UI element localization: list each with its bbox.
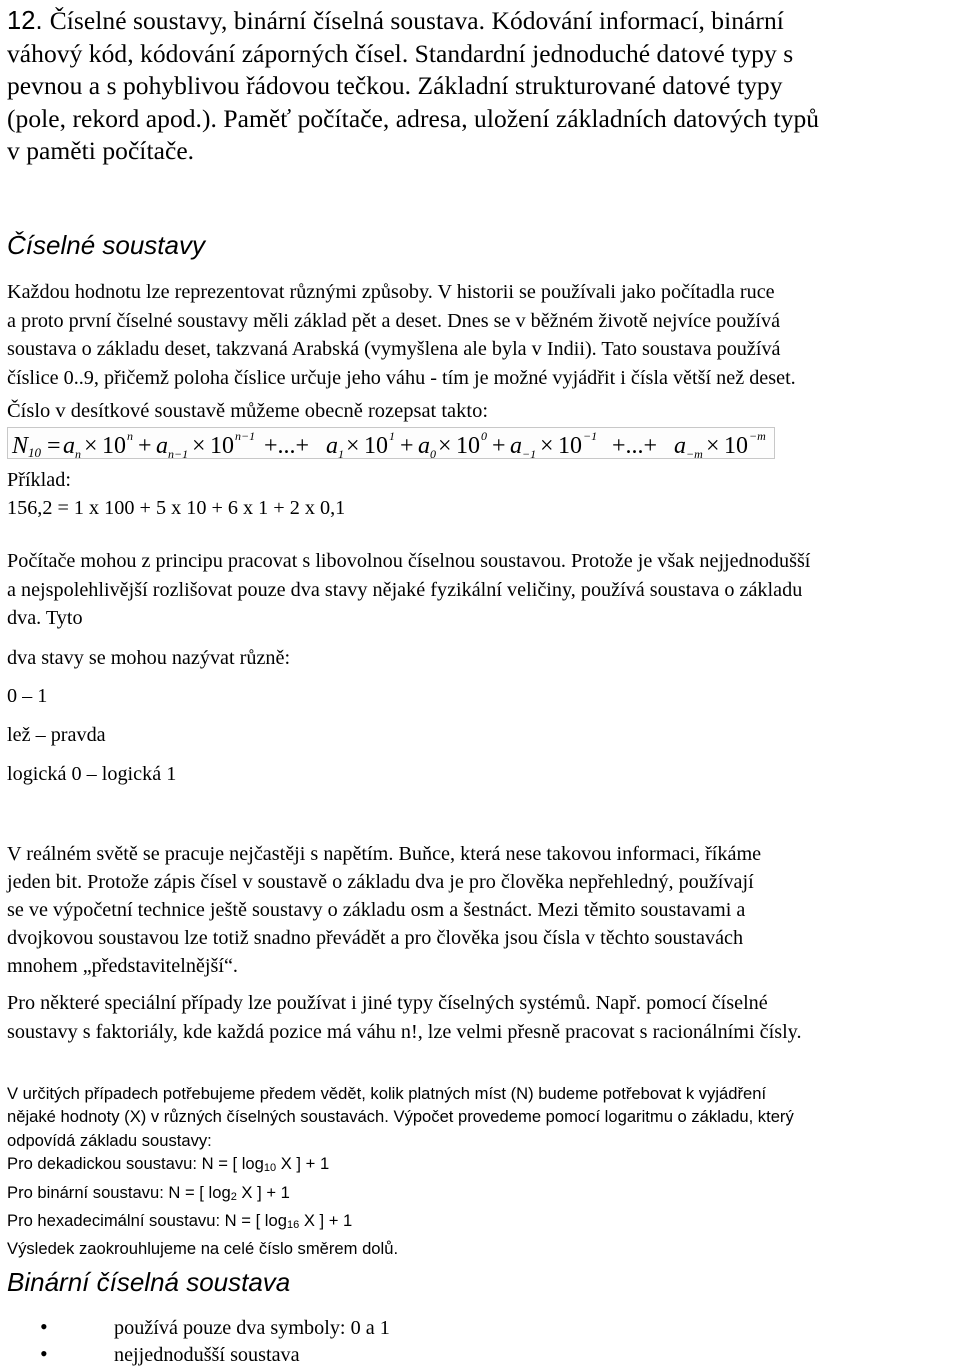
text-line: jeden bit. Protože zápis čísel v soustavě o základu dva je pro člověka nepřehledný, používají [7, 871, 754, 893]
formula-ten: 10 [724, 433, 748, 459]
formula-times: × [540, 433, 554, 459]
formula-plus: + [492, 433, 506, 459]
text-line: Pro některé speciální případy lze používat i jiné typy číselných systémů. Např. pomocí číselné [7, 992, 768, 1014]
formula-coef-sub: n [75, 447, 81, 460]
example-label: Příklad: [7, 469, 71, 491]
text-line: Každou hodnotu lze reprezentovat různými způsoby. V historii se používali jako počítadla ruce [7, 281, 775, 303]
formula-coef: a [418, 433, 430, 459]
formula-times: × [346, 433, 360, 459]
formula-times: × [192, 433, 206, 459]
bullet-icon: • [40, 1314, 48, 1339]
formula-coef: a [674, 433, 686, 459]
formula-coef-sub: 1 [338, 447, 344, 460]
text-line: nějaké hodnoty (X) v různých číselných soustavách. Výpočet provedeme pomocí logaritmu o základu, který [7, 1107, 794, 1127]
states-intro: dva stavy se mohou nazývat různě: [7, 647, 291, 669]
formula-exp: −1 [583, 429, 598, 443]
state-item: lež – pravda [7, 724, 106, 746]
logarithm-paragraph [7, 1082, 794, 1261]
formula-coef: a [156, 433, 168, 459]
text-line: se ve výpočetní technice ještě soustavy o základu osm a šestnáct. Mezi těmito soustavami a [7, 899, 746, 921]
text-line: soustavy s faktoriály, kde každá pozice má váhu n!, lze velmi přesně pracovat s racionálními čísly. [7, 1020, 802, 1043]
text-line: dvojkovou soustavou lze totiž snadno převádět a pro člověka jsou čísla v těchto soustavách [7, 927, 744, 949]
text-line: číslice 0..9, přičemž poloha číslice určuje jeho váhu - tím je možné vyjádřit i čísla větší než deset. [7, 366, 796, 389]
text-line: V určitých případech potřebujeme předem vědět, kolik platných míst (N) budeme potřebovat k vyjádření [7, 1084, 767, 1103]
text-line: Počítače mohou z principu pracovat s libovolnou číselnou soustavou. Protože je však nejjednodušší [7, 550, 811, 572]
text-line: mnohem „představitelnější“. [7, 955, 238, 977]
formula-times: × [84, 433, 98, 459]
text-line: a proto první číselné soustavy měli základ pět a deset. Dnes se v běžném životě nejvíce používá [7, 309, 781, 332]
formula-ten: 10 [364, 433, 388, 459]
formula-ten: 10 [558, 433, 582, 459]
formula-N-sub: 10 [28, 445, 41, 460]
title-line: 12. Číselné soustavy, binární číselná soustava. Kódování informací, binární [7, 6, 784, 35]
title-line: v paměti počítače. [7, 136, 195, 165]
formula-plus: + [138, 433, 152, 459]
formula-times: × [706, 433, 720, 459]
formula-coef-sub: −1 [522, 447, 537, 460]
formula-ten: 10 [456, 433, 480, 459]
formula-dots: +...+ [612, 433, 658, 459]
formula-exp: n [127, 429, 133, 443]
formula-ten: 10 [102, 433, 126, 459]
list-item: používá pouze dva symboly: 0 a 1 [114, 1317, 390, 1339]
formula-plus: + [400, 433, 414, 459]
section-heading-ciselne-soustavy: Číselné soustavy [7, 230, 205, 260]
formula-svg [8, 428, 776, 460]
formula-coef-sub: n−1 [168, 447, 189, 460]
list-item: nejjednodušší soustava [114, 1344, 300, 1366]
text-line: dva. Tyto [7, 607, 83, 629]
page-title [7, 5, 819, 168]
intro-paragraph [7, 278, 796, 392]
formula-dots: +...+ [264, 433, 310, 459]
formula-coef-sub: 0 [430, 447, 436, 460]
formula-ten: 10 [210, 433, 234, 459]
formula-times: × [438, 433, 452, 459]
state-item: logická 0 – logická 1 [7, 763, 177, 785]
text-line: Výsledek zaokrouhlujeme na celé číslo směrem dolů. [7, 1239, 399, 1259]
formula-coef: a [326, 433, 338, 459]
title-line: pevnou a s pohyblivou řádovou tečkou. Základní strukturované datové typy [7, 71, 783, 100]
formula-coef: a [63, 433, 75, 459]
bullet-icon: • [40, 1341, 48, 1366]
example-text: 156,2 = 1 x 100 + 5 x 10 + 6 x 1 + 2 x 0,1 [7, 497, 346, 519]
text-line: V reálném světě se pracuje nejčastěji s napětím. Buňce, která nese takovou informaci, říkáme [7, 843, 762, 865]
text-line: soustava o základu deset, takzvaná Arabská (vymyšlena ale byla v Indii). Tato soustava používá [7, 338, 781, 360]
formula-N: N [12, 433, 29, 459]
decimal-formula-image [7, 427, 775, 459]
formula-coef: a [510, 433, 522, 459]
special-systems-paragraph [7, 989, 802, 1046]
formula-exp: 1 [389, 429, 395, 443]
state-item: 0 – 1 [7, 685, 48, 707]
formula-exp: 0 [481, 429, 487, 443]
title-line: váhový kód, kódování záporných čísel. Standardní jednoduché datové typy s [7, 38, 794, 68]
bit-paragraph [7, 840, 761, 980]
binary-motivation-paragraph [7, 547, 810, 633]
formula-exp: −m [749, 429, 766, 443]
text-line: a nejspolehlivější rozlišovat pouze dva stavy nějaké fyzikální veličiny, používá soustava o základu [7, 578, 803, 601]
log-formula-decimal: Pro dekadickou soustavu: N = [ $\log_{10} X$ ] + 1 [7, 1154, 330, 1175]
title-line: (pole, rekord apod.). Paměť počítače, adresa, uložení základních datových typů [7, 103, 820, 133]
log-formula-binary: Pro binární soustavu: N = [ $\log_2 X$ ] + 1 [7, 1182, 290, 1203]
section-heading-binarni-soustava: Binární číselná soustava [7, 1267, 291, 1297]
formula-eq: = [47, 433, 61, 459]
log-formula-hex: Pro hexadecimální soustavu: N = [ $\log_{16} X$ ] + 1 [7, 1211, 353, 1232]
text-line: odpovídá základu soustavy: [7, 1130, 212, 1150]
formula-exp: n−1 [235, 429, 256, 443]
formula-coef-sub: −m [686, 447, 703, 460]
decimal-heading: Číslo v desítkové soustavě můžeme obecně rozepsat takto: [7, 400, 489, 422]
